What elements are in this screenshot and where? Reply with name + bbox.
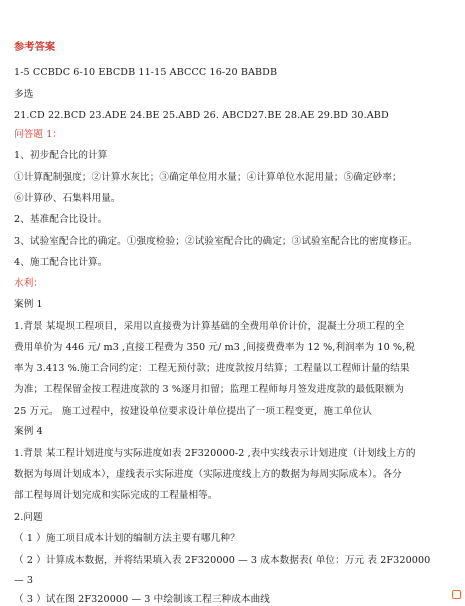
qa1-item-3: 3、试验室配合比的确定。①强度检验；②试验室配合比的确定；③试验室配合比的密度修正。	[14, 236, 418, 247]
qa1-item-2: 2、基准配合比设计。	[14, 214, 108, 225]
qa1-heading: 问答题 1：	[14, 129, 63, 140]
question-3: （ 3 ）试在图 2F320000 — 3 中绘制该工程三种成本曲线	[14, 594, 270, 605]
case-1-line: 费用单价为 446 元/ m3 ,直接工程费为 350 元/ m3 ,间接费费率为 12 %,利润率为 10 %,税	[14, 342, 415, 353]
case-4-line: 1.背景 某工程计划进度与实际进度如表 2F320000-2 ,表中实线表示计划进度（计划线上方的	[14, 448, 416, 459]
case-1-line: 率为 3.413 %.施工合同约定：工程无预付款；进度款按月结算；工程量以工程师计量的结果	[14, 363, 410, 374]
question-2-line-a: （ 2 ）计算成本数据，并将结果填入表 2F320000 — 3 成本数据表( 单位：万元 表 2F320000	[14, 555, 431, 566]
multi-choice-label: 多选	[14, 89, 34, 100]
case-1-line: 为准；工程保留金按工程进度款的 3 %逐月扣留；监理工程师每月签发进度款的最低限额为	[14, 384, 405, 395]
qa1-item-4: 4、施工配合比计算。	[14, 257, 108, 268]
watermark-logo	[452, 588, 461, 600]
question-1: （ 1 ）施工项目成本计划的编制方法主要有哪几种？	[14, 533, 240, 544]
qa1-item-1: 1、初步配合比的计算	[14, 150, 108, 161]
qa1-item-1-detail-a: ①计算配制强度；②计算水灰比；③确定单位用水量；④计算单位水泥用量；⑤确定砂率；	[14, 172, 402, 183]
case-4-line: 数据为每周计划成本），虚线表示实际进度（实际进度线上方的数据为每周实际成本）。各分	[14, 469, 402, 480]
case-4-line: 部工程每周计划完成和实际完成的工程量相等。	[14, 490, 218, 501]
question-2-line-b: — 3	[14, 575, 34, 586]
questions-label: 2.问题	[14, 512, 43, 523]
case-1-label: 案例 1	[14, 299, 43, 310]
water-heading: 水利：	[14, 278, 44, 289]
case-1-line: 1.背景 某堤坝工程项目，采用以直接费为计算基础的全费用单价计价，混凝土分项工程的全	[14, 321, 405, 332]
multi-choice-answers: 21.CD 22.BCD 23.ADE 24.BE 25.ABD 26. ABCD27.BE 28.AE 29.BD 30.ABD	[14, 110, 389, 121]
case-4-label: 案例 4	[14, 426, 43, 437]
qa1-item-1-detail-b: ⑥计算砂、石集料用量。	[14, 193, 121, 204]
answer-key-title: 参考答案	[14, 41, 56, 53]
single-choice-answers: 1-5 CCBDC 6-10 EBCDB 11-15 ABCCC 16-20 BABDB	[14, 67, 278, 78]
case-1-line: 25 万元。 施工过程中，按建设单位要求设计单位提出了一项工程变更，施工单位认	[14, 406, 372, 417]
watermark-icon	[452, 590, 461, 599]
